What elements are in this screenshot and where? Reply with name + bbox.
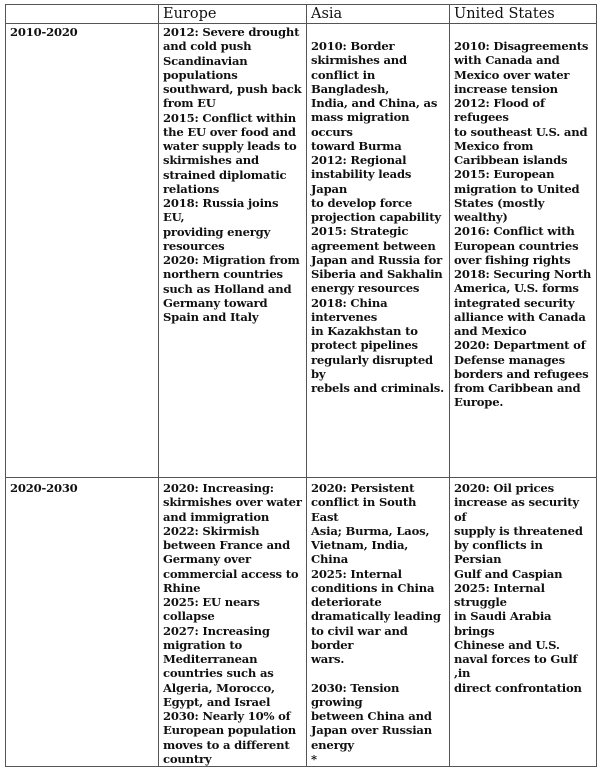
- header-united-states: United States: [450, 5, 597, 24]
- header-asia: Asia: [307, 5, 450, 24]
- period-cell: 2010-2020: [6, 24, 159, 478]
- asia-cell: 2020: Persistent conflict in South East Asia; Burma, Laos, Vietnam, India, China 2025: Internal conditions in China deteriorate dramatically leading to civil war and border wars. 2030: Tension growing between China and Japan over Russian energy *: [307, 478, 450, 767]
- header-corner: [6, 5, 159, 24]
- europe-cell: 2020: Increasing: skirmishes over water and immigration 2022: Skirmish between France and Germany over commercial access to Rhine 2025: EU nears collapse 2027: Increasing migration to Mediterranean countries such as Algeria, Morocco, Egypt, and Israel 2030: Nearly 10% of European population moves to a different country: [159, 478, 307, 767]
- header-row: [6, 5, 597, 24]
- europe-cell: 2012: Severe drought and cold push Scandinavian populations southward, push back from EU 2015: Conflict within the EU over food and water supply leads to skirmishes and strained diplomatic relations 2018: Russia joins EU, providing energy resources 2020: Migration from northern countries such as Holland and Germany toward Spain and Italy: [159, 24, 307, 478]
- us-cell: 2020: Oil prices increase as security of supply is threatened by conflicts in Persian Gulf and Caspian 2025: Internal struggle in Saudi Arabia brings Chinese and U.S. naval forces to Gulf ,in direct confrontation: [450, 478, 597, 767]
- asia-cell: 2010: Border skirmishes and conflict in Bangladesh, India, and China, as mass migration occurs toward Burma 2012: Regional instability leads Japan to develop force projection capability 2015: Strategic agreement between Japan and Russia for Siberia and Sakhalin energy resources 2018: China intervenes in Kazakhstan to protect pipelines regularly disrupted by rebels and criminals.: [307, 24, 450, 478]
- table-row: [6, 24, 597, 478]
- table-row: [6, 478, 597, 767]
- scenario-table: [5, 4, 597, 767]
- period-cell: 2020-2030: [6, 478, 159, 767]
- header-europe: Europe: [159, 5, 307, 24]
- us-cell: 2010: Disagreements with Canada and Mexico over water increase tension 2012: Flood of refugees to southeast U.S. and Mexico from Caribbean islands 2015: European migration to United States (mostly wealthy) 2016: Conflict with European countries over fishing rights 2018: Securing North America, U.S. forms integrated security alliance with Canada and Mexico 2020: Department of Defense manages borders and refugees from Caribbean and Europe.: [450, 24, 597, 478]
